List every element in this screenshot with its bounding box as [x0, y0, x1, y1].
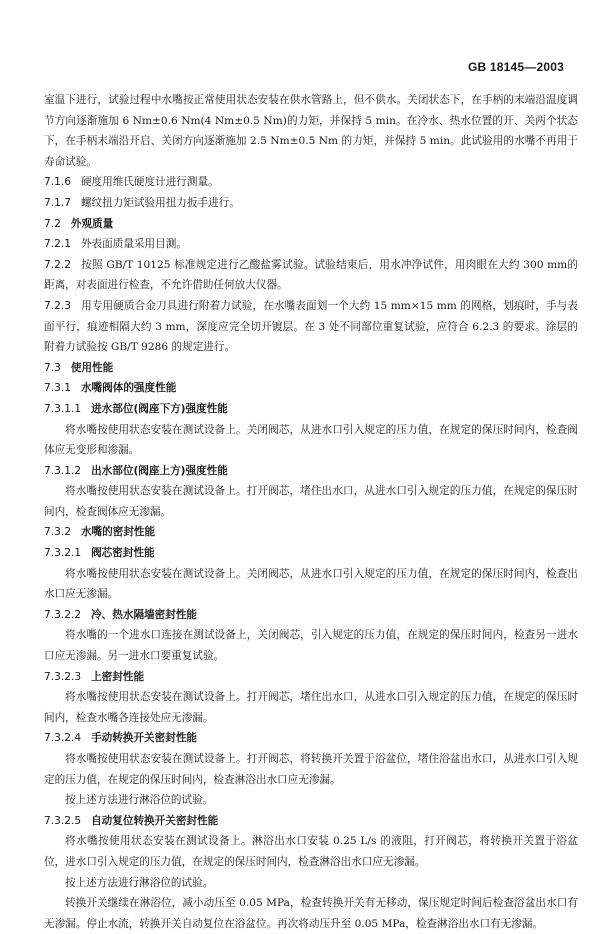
clause-text: 外表面质量采用目测。 — [80, 238, 187, 251]
clause-text: 用专用硬质合金刀具进行附着力试验，在水嘴表面划一个大约 15 mm×15 mm 的网格，划痕时，手与表面平行，痕迹相隔大约 3 mm，深度应完全切开镀层。在 3 处不同部位重复试验，应符合 6.2.3 的要求。涂层的附着力试验按 GB/T 9286 的规定进行。 — [44, 299, 578, 354]
section-number: 7.3 — [44, 361, 61, 374]
section-heading — [44, 214, 578, 235]
paragraph: 按上述方法进行淋浴位的试验。 — [65, 876, 214, 889]
section-number: 7.3.2.2 — [44, 608, 82, 621]
section-number: 7.3.2.5 — [44, 814, 82, 827]
numbered-clause — [44, 172, 578, 193]
section-heading — [44, 399, 578, 420]
paragraph: 将水嘴的一个进水口连接在测试设备上，关闭阀芯，引入规定的压力值，在规定的保压时间内，检查另一进水口应无渗漏。另一进水口要重复试验。 — [44, 629, 578, 663]
paragraph: 转换开关继续在淋浴位，减小动压至 0.05 MPa，检查转换开关有无移动，保压规定时间后检查浴盆出水口有无渗漏。停止水流，转换开关自动复位在浴盆位。再次将动压升至 0.05 MPa，检查淋浴出水口有无渗漏。 — [44, 897, 578, 930]
section-number: 7.3.2.4 — [44, 732, 82, 745]
section-title: 自动复位转换开关密封性能 — [91, 814, 219, 827]
section-title: 手动转换开关密封性能 — [91, 732, 198, 745]
numbered-clause — [44, 234, 578, 255]
paragraph: 将水嘴按使用状态安装在测试设备上。打开阀芯，堵住出水口，从进水口引入规定的压力值，在规定的保压时间内，检查水嘴各连接处应无渗漏。 — [44, 691, 578, 724]
section-title: 使用性能 — [70, 361, 114, 374]
clause-text: 硬度用维氏硬度计进行测量。 — [80, 176, 219, 189]
numbered-clause — [44, 193, 578, 214]
clause-text: 螺纹扭力矩试验用扭力扳手进行。 — [80, 196, 240, 209]
clause-text: 按照 GB/T 10125 标准规定进行乙酸盐雾试验。试验结束后，用水冲净试件，用肉眼在大约 300 mm的距离，对表面进行检查，不允许借助任何放大仪器。 — [44, 258, 578, 292]
section-number: 7.3.1.1 — [44, 402, 82, 415]
section-title: 水嘴的密封性能 — [80, 526, 156, 539]
paragraph: 室温下进行，试验过程中水嘴按正常使用状态安装在供水管路上，但不供水。关闭状态下，在手柄的末端沿温度调节方向逐渐施加 6 Nm±0.6 Nm(4 Nm±0.5 Nm)的力矩，并保持 5 min。在冷水、热水位置的开、关两个状态下，在手柄末端沿开启、关闭方向逐渐施加 2.5 Nm±0.5 Nm 的力矩，并保持 5 min。此试验用的水嘴不再用于寿命试验。 — [44, 94, 578, 168]
section-title: 水嘴阀体的强度性能 — [80, 382, 177, 395]
section-title: 阀芯密封性能 — [91, 547, 155, 560]
numbered-clause — [44, 255, 578, 296]
paragraph: 将水嘴按使用状态安装在测试设备上。关闭阀芯，从进水口引入规定的压力值，在规定的保压时间内，检查出水口应无渗漏。 — [44, 567, 578, 601]
numbered-clause — [44, 296, 578, 358]
paragraph: 将水嘴按使用状态安装在测试设备上。淋浴出水口安装 0.25 L/s 的液阻，打开阀芯，将转换开关置于浴盆位，进水口引入规定的压力值，在规定的保压时间内，检查淋浴出水口应无渗漏。 — [44, 835, 578, 868]
standard-number: GB 18145—2003 — [468, 60, 564, 74]
clause-number: 7.1.7 — [44, 196, 71, 209]
section-heading — [44, 358, 578, 379]
section-number: 7.2 — [44, 217, 61, 230]
section-number: 7.3.2 — [44, 526, 71, 539]
section-heading — [44, 728, 578, 749]
section-title: 进水部位(阀座下方)强度性能 — [91, 402, 228, 415]
section-heading — [44, 522, 578, 543]
section-number: 7.3.2.3 — [44, 670, 82, 683]
section-title: 冷、热水隔墙密封性能 — [91, 608, 198, 621]
section-heading — [44, 461, 578, 482]
paragraph: 将水嘴按使用状态安装在测试设备上。打开阀芯，堵住出水口，从进水口引入规定的压力值，在规定的保压时间内，检查阀体应无渗漏。 — [44, 485, 578, 518]
section-heading — [44, 811, 578, 832]
section-title: 上密封性能 — [91, 670, 145, 683]
section-number: 7.3.1 — [44, 382, 71, 395]
section-title: 外观质量 — [70, 217, 114, 230]
section-heading — [44, 667, 578, 688]
section-title: 出水部位(阀座上方)强度性能 — [91, 464, 228, 477]
clause-number: 7.2.3 — [44, 299, 71, 312]
section-heading — [44, 543, 578, 564]
paragraph: 将水嘴按使用状态安装在测试设备上。打开阀芯，将转换开关置于浴盆位，堵住浴盆出水口，从进水口引入规定的压力值，在规定的保压时间内，检查淋浴出水口应无渗漏。 — [44, 753, 578, 786]
paragraph: 按上述方法进行淋浴位的试验。 — [65, 794, 214, 807]
clause-number: 7.1.6 — [44, 176, 71, 189]
section-number: 7.3.2.1 — [44, 547, 82, 560]
section-number: 7.3.1.2 — [44, 464, 82, 477]
section-heading — [44, 605, 578, 626]
document-body — [44, 90, 578, 934]
paragraph: 将水嘴按使用状态安装在测试设备上。关闭阀芯，从进水口引入规定的压力值，在规定的保压时间内，检查阀体应无变形和渗漏。 — [44, 423, 578, 457]
section-heading — [44, 378, 578, 399]
clause-number: 7.2.1 — [44, 238, 71, 251]
clause-number: 7.2.2 — [44, 258, 71, 271]
